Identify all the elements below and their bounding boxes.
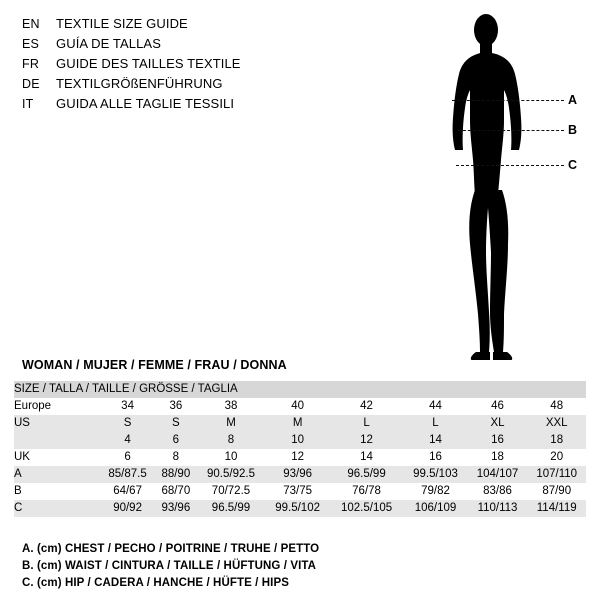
cell: 64/67 — [100, 483, 155, 500]
language-title: TEXTILE SIZE GUIDE — [56, 16, 188, 31]
cell: 18 — [527, 432, 586, 449]
cell: M — [265, 415, 329, 432]
language-row — [22, 54, 352, 74]
measure-label-c: C — [568, 158, 578, 172]
cell: 83/86 — [468, 483, 528, 500]
note-chest: A. (cm) CHEST / PECHO / POITRINE / TRUHE / PETTO — [22, 543, 320, 555]
table-row — [14, 415, 586, 432]
cell: 88/90 — [155, 466, 196, 483]
cell: XXL — [527, 415, 586, 432]
cell: S — [100, 415, 155, 432]
cell: 6 — [100, 449, 155, 466]
table-row — [14, 466, 586, 483]
cell: 102.5/105 — [330, 500, 404, 517]
cell: 12 — [265, 449, 329, 466]
row-label — [14, 432, 100, 449]
language-code: ES — [22, 37, 40, 51]
language-row — [22, 94, 352, 114]
note-waist: B. (cm) WAIST / CINTURA / TAILLE / HÜFTUNG / VITA — [22, 560, 317, 572]
cell: 4 — [100, 432, 155, 449]
cell: 106/109 — [403, 500, 467, 517]
row-label: A — [14, 466, 100, 483]
measure-label-b: B — [568, 123, 578, 137]
language-row — [22, 34, 352, 54]
cell: 34 — [100, 398, 155, 415]
cell: 104/107 — [468, 466, 528, 483]
cell: 16 — [468, 432, 528, 449]
size-table — [14, 381, 586, 517]
table-header-label: SIZE / TALLA / TAILLE / GRÖSSE / TAGLIA — [14, 381, 586, 398]
row-label: B — [14, 483, 100, 500]
note-hip: C. (cm) HIP / CADERA / HANCHE / HÜFTE / HIPS — [22, 577, 290, 589]
cell: 90/92 — [100, 500, 155, 517]
cell: 12 — [330, 432, 404, 449]
size-table-wrapper — [14, 381, 586, 517]
language-code: FR — [22, 57, 40, 71]
language-title: GUÍA DE TALLAS — [56, 36, 161, 51]
cell: 87/90 — [527, 483, 586, 500]
cell: 10 — [197, 449, 266, 466]
cell: 90.5/92.5 — [197, 466, 266, 483]
cell: 16 — [403, 449, 467, 466]
cell: 40 — [265, 398, 329, 415]
table-row — [14, 500, 586, 517]
language-title: TEXTILGRÖßENFÜHRUNG — [56, 76, 223, 91]
table-row — [14, 449, 586, 466]
row-label: UK — [14, 449, 100, 466]
cell: L — [330, 415, 404, 432]
cell: 36 — [155, 398, 196, 415]
cell: L — [403, 415, 467, 432]
cell: 93/96 — [155, 500, 196, 517]
female-silhouette-icon — [420, 8, 590, 368]
cell: 14 — [403, 432, 467, 449]
cell: 18 — [468, 449, 528, 466]
table-row — [14, 432, 586, 449]
female-body-figure — [420, 8, 590, 368]
table-header-row — [14, 381, 586, 398]
cell: 93/96 — [265, 466, 329, 483]
cell: 42 — [330, 398, 404, 415]
cell: 114/119 — [527, 500, 586, 517]
row-label: C — [14, 500, 100, 517]
cell: 73/75 — [265, 483, 329, 500]
cell: 48 — [527, 398, 586, 415]
measurement-notes — [22, 541, 582, 592]
measure-line-b — [458, 130, 564, 131]
cell: 110/113 — [468, 500, 528, 517]
cell: 79/82 — [403, 483, 467, 500]
table-row — [14, 398, 586, 415]
measure-line-c — [456, 165, 564, 166]
cell: 14 — [330, 449, 404, 466]
cell: 8 — [197, 432, 266, 449]
cell: 99.5/102 — [265, 500, 329, 517]
cell: M — [197, 415, 266, 432]
language-code: DE — [22, 77, 40, 91]
cell: 8 — [155, 449, 196, 466]
cell: 76/78 — [330, 483, 404, 500]
section-caption: WOMAN / MUJER / FEMME / FRAU / DONNA — [22, 358, 287, 372]
language-code: IT — [22, 97, 34, 111]
language-title: GUIDE DES TAILLES TEXTILE — [56, 56, 241, 71]
cell: S — [155, 415, 196, 432]
cell: 38 — [197, 398, 266, 415]
cell: XL — [468, 415, 528, 432]
measure-label-a: A — [568, 93, 578, 107]
cell: 99.5/103 — [403, 466, 467, 483]
row-label: US — [14, 415, 100, 432]
cell: 96.5/99 — [330, 466, 404, 483]
language-row — [22, 14, 352, 34]
cell: 68/70 — [155, 483, 196, 500]
language-code: EN — [22, 17, 40, 31]
cell: 70/72.5 — [197, 483, 266, 500]
language-title-block — [22, 14, 352, 114]
cell: 107/110 — [527, 466, 586, 483]
measure-line-a — [452, 100, 564, 101]
table-row — [14, 483, 586, 500]
row-label: Europe — [14, 398, 100, 415]
cell: 85/87.5 — [100, 466, 155, 483]
cell: 96.5/99 — [197, 500, 266, 517]
cell: 46 — [468, 398, 528, 415]
cell: 6 — [155, 432, 196, 449]
cell: 20 — [527, 449, 586, 466]
cell: 44 — [403, 398, 467, 415]
language-row — [22, 74, 352, 94]
language-title: GUIDA ALLE TAGLIE TESSILI — [56, 96, 235, 111]
cell: 10 — [265, 432, 329, 449]
